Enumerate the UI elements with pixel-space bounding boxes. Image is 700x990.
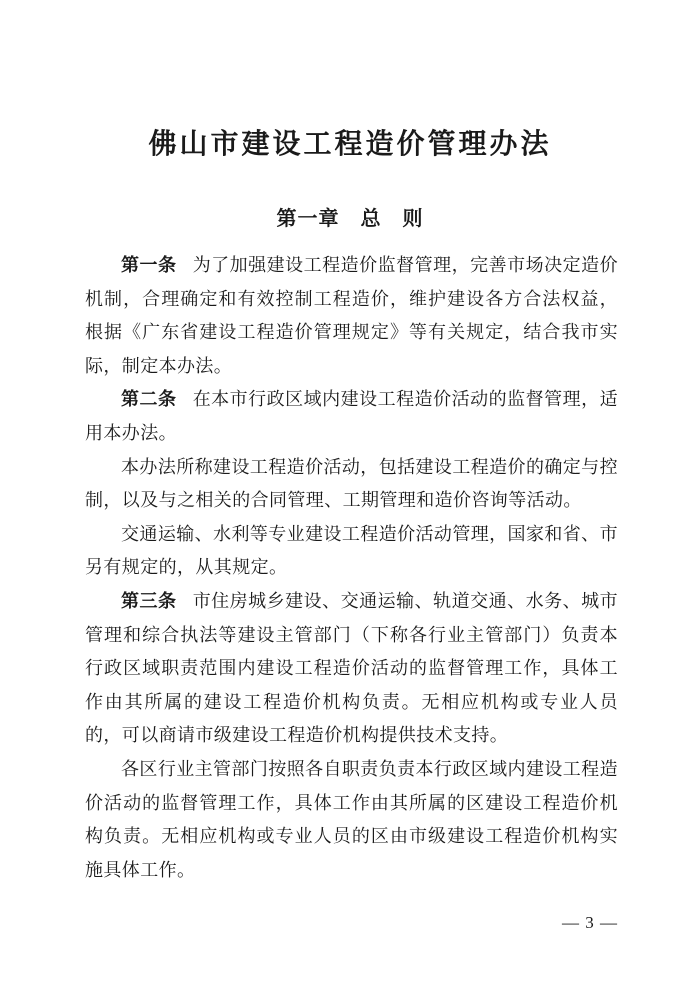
paragraph [85,585,618,753]
chapter-heading: 第一章 总 则 [276,208,424,230]
paragraph-text: 交通运输、水利等专业建设工程造价活动管理，国家和省、市另有规定的，从其规定。 [85,523,618,578]
paragraph-text: 本办法所称建设工程造价活动，包括建设工程造价的确定与控制，以及与之相关的合同管理、工期管理和造价咨询等活动。 [85,456,618,511]
article-number: 第三条 [121,590,177,611]
paragraph [85,249,618,383]
document-title: 佛山市建设工程造价管理办法 [148,129,552,160]
paragraph [85,451,618,518]
paragraph-text: 为了加强建设工程造价监督管理，完善市场决定造价机制，合理确定和有效控制工程造价，维护建设各方合法权益，根据《广东省建设工程造价管理规定》等有关规定，结合我市实际，制定本办法。 [85,255,619,376]
paragraph-text: 在本市行政区域内建设工程造价活动的监督管理，适用本办法。 [85,389,619,443]
paragraph [85,383,618,450]
article-number: 第一条 [121,255,177,275]
paragraph-text: 市住房城乡建设、交通运输、轨道交通、水务、城市管理和综合执法等建设主管部门（下称各行业主管部门）负责本行政区域职责范围内建设工程造价活动的监督管理工作，具体工作由其所属的建设工程造价机构负责。无相应机构或专业人员的，可以商请市级建设工程造价机构提供技术支持。 [85,590,619,746]
paragraph-text: 各区行业主管部门按照各自职责负责本行政区域内建设工程造价活动的监督管理工作，具体工作由其所属的区建设工程造价机构负责。无相应机构或专业人员的区由市级建设工程造价机构实施具体工作。 [85,758,618,880]
paragraph [85,753,618,887]
page-number: — 3 — [562,913,618,933]
article-number: 第二条 [121,389,177,410]
document-body [85,249,618,887]
paragraph [85,518,618,585]
